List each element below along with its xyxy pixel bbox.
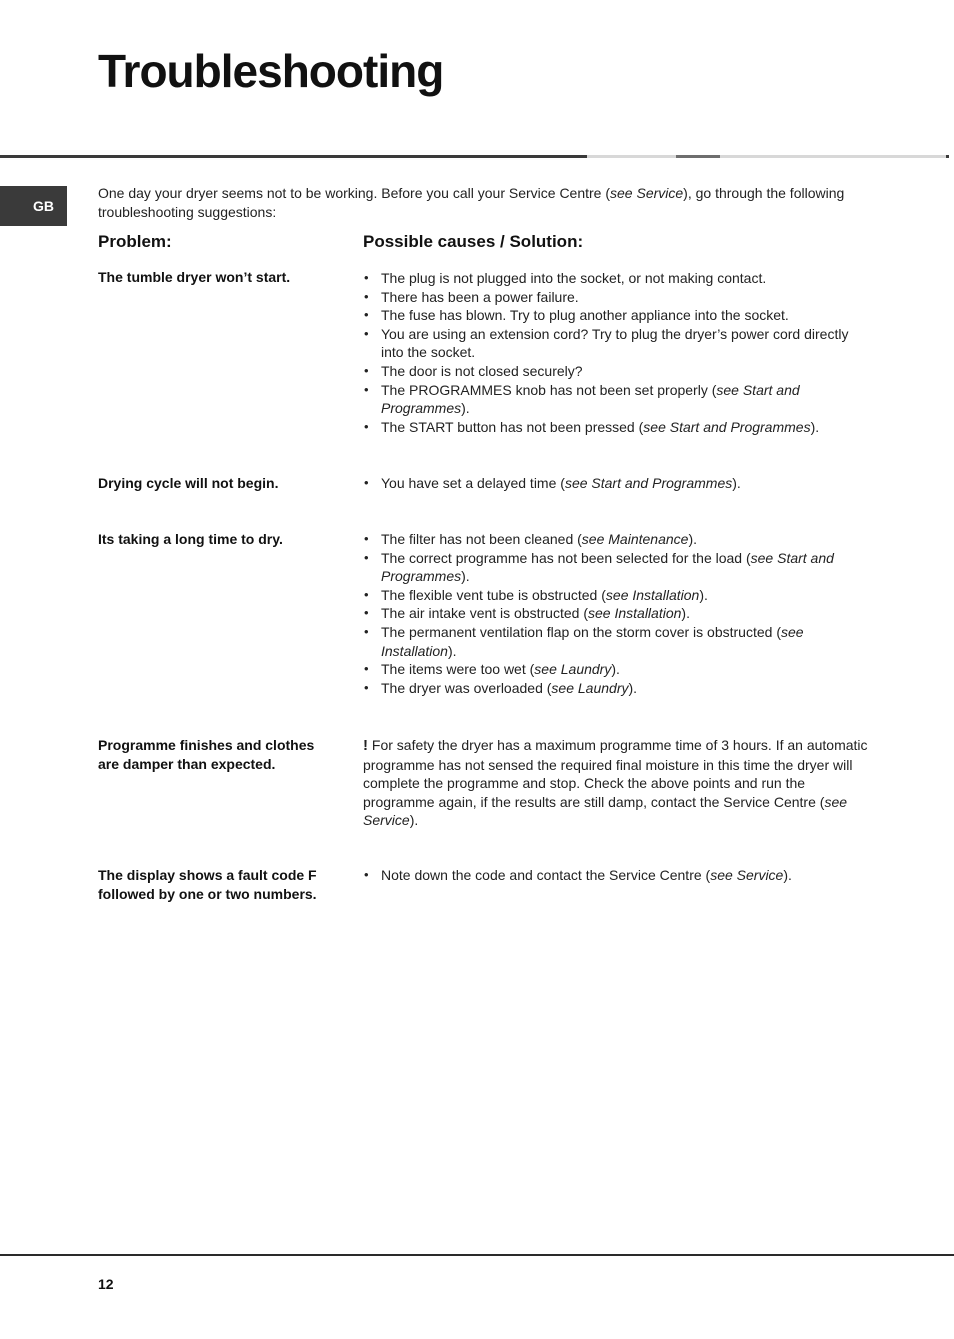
- problem-label: The display shows a fault code F followed by one or two numbers.: [98, 867, 317, 902]
- header-rule: [0, 155, 587, 158]
- list-item: [363, 325, 873, 362]
- item-text-end: ).: [699, 586, 708, 603]
- note-reference: see Service: [363, 793, 848, 829]
- item-text: The PROGRAMMES knob has not been set properly (: [381, 381, 717, 398]
- item-text-end: ).: [681, 605, 690, 622]
- item-text: You have set a delayed time (: [381, 475, 565, 491]
- item-reference: see Maintenance: [581, 531, 689, 547]
- item-reference: see Start and Programmes: [381, 549, 834, 585]
- item-text-end: ).: [732, 475, 741, 491]
- item-text: The items were too wet (: [381, 661, 535, 678]
- solution-list: [363, 269, 873, 436]
- item-text: The permanent ventilation flap on the storm cover is obstructed (: [381, 623, 781, 640]
- item-text: The fuse has blown. Try to plug another appliance into the socket.: [381, 307, 789, 324]
- solution-list: [363, 530, 873, 697]
- note-text-end: ).: [409, 812, 419, 829]
- item-text: The air intake vent is obstructed (: [381, 605, 588, 622]
- item-text: The correct programme has not been selected for the load (: [381, 549, 751, 566]
- warning-mark: !: [363, 737, 368, 754]
- item-reference: see Start and Programmes: [643, 418, 811, 435]
- list-item: [363, 866, 873, 885]
- item-reference: see Laundry: [534, 661, 612, 678]
- header-rule: [946, 155, 949, 158]
- page-number: 12: [98, 1276, 114, 1292]
- list-item: [363, 474, 873, 493]
- page-title: Troubleshooting: [98, 45, 444, 97]
- list-item: [363, 549, 873, 586]
- item-text-end: ).: [688, 531, 697, 547]
- item-text: The plug is not plugged into the socket, or not making contact.: [381, 270, 767, 286]
- list-item: [363, 288, 873, 307]
- list-item: [363, 269, 873, 288]
- item-text: Note down the code and contact the Service Centre (: [381, 867, 711, 883]
- item-text: You are using an extension cord? Try to plug the dryer’s power cord directly into the socket.: [381, 325, 849, 361]
- list-item: [363, 604, 873, 623]
- header-rule: [676, 155, 720, 158]
- problem-label: Drying cycle will not begin.: [98, 475, 279, 491]
- item-text: The dryer was overloaded (: [381, 679, 552, 696]
- solution-list: [363, 474, 873, 493]
- language-tab: GB: [0, 186, 67, 226]
- problem-label: Programme finishes and clothes are damper than expected.: [98, 737, 315, 772]
- list-item: [363, 418, 873, 437]
- item-text: The START button has not been pressed (: [381, 418, 644, 435]
- list-item: [363, 306, 873, 325]
- item-text-end: ).: [810, 418, 820, 435]
- item-text-end: ).: [628, 679, 638, 696]
- item-text: The door is not closed securely?: [381, 362, 583, 379]
- intro-paragraph: [98, 184, 858, 222]
- list-item: [363, 623, 873, 660]
- list-item: [363, 586, 873, 605]
- item-reference: see Installation: [588, 605, 682, 622]
- item-text-end: ).: [783, 867, 792, 883]
- item-reference: see Start and Programmes: [381, 381, 800, 417]
- safety-note: [363, 736, 875, 830]
- solution-list: [363, 866, 873, 885]
- intro-reference: see Service: [610, 185, 684, 201]
- item-text-end: ).: [447, 642, 457, 659]
- footer-rule: [0, 1254, 954, 1256]
- item-text: The flexible vent tube is obstructed (: [381, 586, 606, 603]
- item-text: There has been a power failure.: [381, 288, 579, 305]
- item-reference: see Start and Programmes: [564, 475, 733, 491]
- list-item: [363, 660, 873, 679]
- list-item: [363, 679, 873, 698]
- list-item: [363, 530, 873, 549]
- item-text-end: ).: [461, 568, 470, 585]
- problem-label: The tumble dryer won’t start.: [98, 269, 291, 285]
- list-item: [363, 381, 873, 418]
- item-text-end: ).: [461, 400, 470, 417]
- item-reference: see Installation: [381, 623, 804, 659]
- solution-column-header: Possible causes / Solution:: [363, 232, 584, 251]
- intro-text: One day your dryer seems not to be working. Before you call your Service Centre (: [98, 185, 611, 201]
- item-text: The filter has not been cleaned (: [381, 531, 582, 547]
- header-rule: [587, 155, 676, 158]
- note-text: For safety the dryer has a maximum programme time of 3 hours. If an automatic programme has not sensed the required final moisture in this time the dryer will complete the programme and stop. Check the above points and run the programme again, if the results are still damp, contact the Service Centre (: [363, 737, 868, 810]
- problem-column-header: Problem:: [98, 232, 172, 251]
- header-rule: [720, 155, 946, 158]
- item-reference: see Service: [710, 867, 784, 883]
- item-reference: see Installation: [605, 586, 700, 603]
- item-text-end: ).: [611, 661, 620, 678]
- item-reference: see Laundry: [551, 679, 629, 696]
- list-item: [363, 362, 873, 381]
- intro-text-end: ), go through the following troubleshooting suggestions:: [98, 185, 845, 220]
- problem-label: Its taking a long time to dry.: [98, 531, 283, 547]
